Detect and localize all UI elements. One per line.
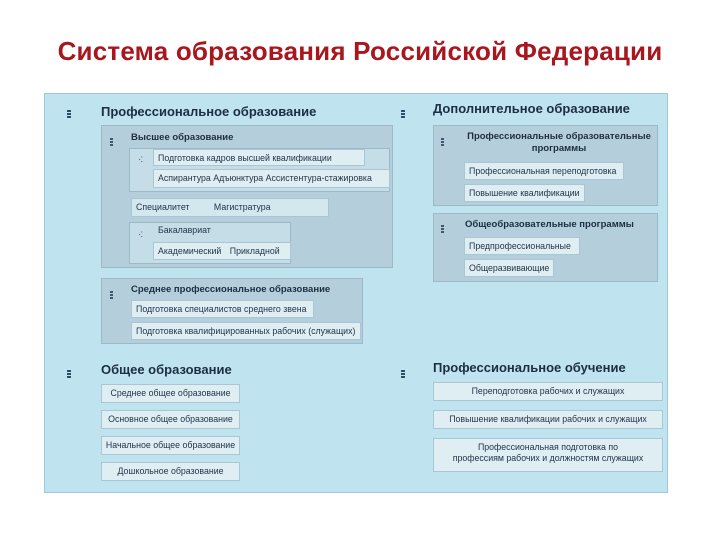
mid-level-specialists-item: Подготовка специалистов среднего звена bbox=[131, 300, 314, 318]
bachelor-label: Бакалавриат bbox=[158, 225, 211, 235]
drag-handle-icon[interactable] bbox=[110, 291, 115, 299]
pre-professional-item: Предпрофессиональные bbox=[464, 237, 580, 255]
applied-bachelor-item: Прикладной bbox=[229, 246, 280, 256]
additional-education-title: Дополнительное образование bbox=[433, 101, 630, 116]
drag-handle-icon[interactable] bbox=[441, 138, 446, 146]
education-system-diagram bbox=[44, 93, 668, 493]
magistracy-item: Магистратура bbox=[213, 202, 271, 212]
qualification-upgrade-item: Повышение квалификации bbox=[464, 184, 585, 202]
workers-training-line1: Профессиональная подготовка по bbox=[477, 442, 619, 452]
professional-education-title: Профессиональное образование bbox=[101, 104, 317, 119]
drag-handle-icon[interactable] bbox=[401, 110, 406, 118]
secondary-general-item: Среднее общее образование bbox=[101, 384, 240, 403]
professional-retraining-item: Профессиональная переподготовка bbox=[464, 162, 624, 180]
general-education-title: Общее образование bbox=[101, 362, 232, 377]
drag-handle-icon[interactable] bbox=[110, 138, 115, 146]
professional-programs-title bbox=[464, 131, 654, 155]
general-programs-title: Общеобразовательные программы bbox=[465, 219, 634, 230]
general-development-item: Общеразвивающие bbox=[464, 259, 554, 277]
higher-education-title: Высшее образование bbox=[131, 132, 234, 143]
professional-training-title: Профессиональное обучение bbox=[433, 360, 626, 375]
drag-handle-icon[interactable] bbox=[67, 370, 72, 378]
workers-upgrade-item: Повышение квалификации рабочих и служащих bbox=[433, 410, 663, 429]
academic-bachelor-item: Академический bbox=[158, 246, 222, 256]
professional-programs-title-line2: программы bbox=[531, 143, 587, 154]
primary-general-item: Начальное общее образование bbox=[101, 436, 240, 455]
drag-handle-icon[interactable] bbox=[401, 370, 406, 378]
workers-training-item bbox=[433, 438, 663, 472]
workers-retraining-item: Переподготовка рабочих и служащих bbox=[433, 382, 663, 401]
specialist-item: Специалитет bbox=[136, 202, 190, 212]
drag-handle-icon[interactable]: ·: bbox=[138, 229, 143, 240]
drag-handle-icon[interactable] bbox=[67, 110, 72, 118]
secondary-vocational-title: Среднее профессиональное образование bbox=[131, 284, 331, 295]
bachelor-types-item bbox=[153, 242, 291, 260]
basic-general-item: Основное общее образование bbox=[101, 410, 240, 429]
postgraduate-item: Аспирантура bbox=[158, 173, 211, 183]
skilled-workers-item: Подготовка квалифицированных рабочих (служащих) bbox=[131, 322, 361, 340]
preschool-item: Дошкольное образование bbox=[101, 462, 240, 481]
drag-handle-icon[interactable] bbox=[441, 225, 446, 233]
postgraduate-programs-item bbox=[153, 169, 390, 188]
adjunct-item: Адъюнктура bbox=[213, 173, 264, 183]
assistantship-item: Ассистентура-стажировка bbox=[265, 173, 372, 183]
specialist-magistracy-item bbox=[131, 198, 329, 217]
page-title: Система образования Российской Федерации bbox=[57, 36, 663, 66]
professional-programs-title-line1: Профессиональные образовательные bbox=[467, 131, 651, 142]
higher-qualification-item: Подготовка кадров высшей квалификации bbox=[153, 149, 365, 166]
workers-training-line2: профессиям рабочих и должностям служащих bbox=[452, 453, 644, 463]
drag-handle-icon[interactable]: ·: bbox=[138, 154, 143, 165]
